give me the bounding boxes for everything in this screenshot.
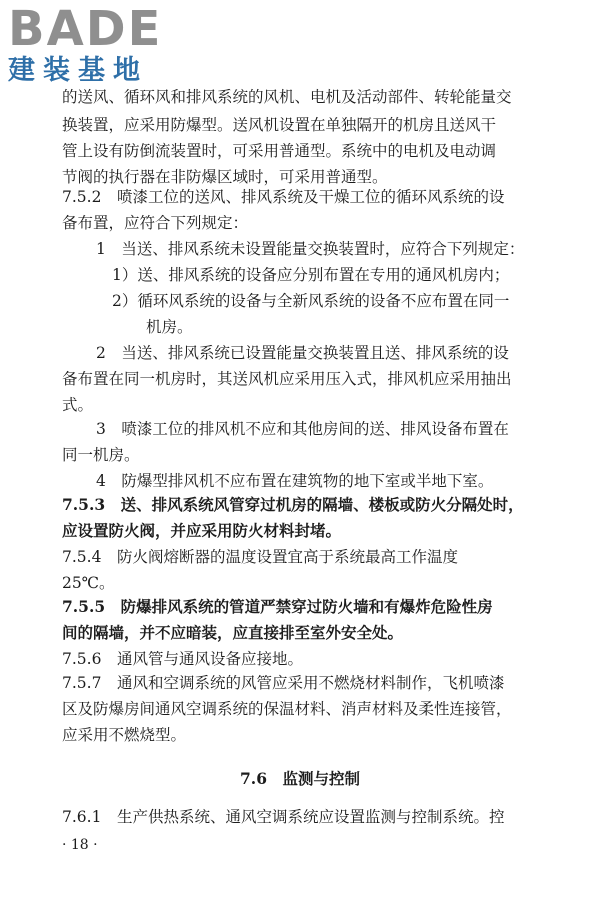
- clause-7-5-7: 7.5.7 通风和空调系统的风管应采用不燃烧材料制作，飞机喷漆: [62, 674, 505, 692]
- text-line: 同一机房。: [62, 446, 140, 464]
- logo: [8, 1, 178, 86]
- clause-7-5-3: 7.5.3 送、排风系统风管穿过机房的隔墙、楼板或防火分隔处时，: [62, 495, 524, 514]
- clause-7-6-1: 7.6.1 生产供热系统、通风空调系统应设置监测与控制系统。控: [62, 808, 505, 826]
- text-line: 的送风、循环风和排风系统的风机、电机及活动部件、转轮能量交: [62, 88, 512, 106]
- text-line: 机房。: [146, 318, 193, 336]
- logo-subtitle: 建装基地: [8, 55, 148, 86]
- sub-item-2: 2）循环风系统的设备与全新风系统的设备不应布置在同一: [112, 292, 510, 310]
- text-line: 备布置在同一机房时，其送风机应采用压入式，排风机应采用抽出: [62, 370, 512, 388]
- clause-7-5-6: 7.5.6 通风管与通风设备应接地。: [62, 650, 303, 668]
- text-line: 间的隔墙，并不应暗装，应直接排至室外安全处。: [62, 623, 404, 642]
- text-line: 应采用不燃烧型。: [62, 726, 187, 744]
- item-1: 1 当送、排风系统未设置能量交换装置时，应符合下列规定：: [96, 240, 525, 258]
- text-line: 区及防爆房间通风空调系统的保温材料、消声材料及柔性连接管，: [62, 700, 512, 718]
- item-3: 3 喷漆工位的排风机不应和其他房间的送、排风设备布置在: [96, 420, 509, 438]
- text-line: 节阀的执行器在非防爆区域时，可采用普通型。: [62, 168, 388, 186]
- text-line: 管上设有防倒流装置时，可采用普通型。系统中的电机及电动调: [62, 142, 497, 160]
- text-line: 应设置防火阀，并应采用防火材料封堵。: [62, 521, 342, 540]
- clause-7-5-4: 7.5.4 防火阀熔断器的温度设置宜高于系统最高工作温度: [62, 548, 458, 566]
- item-4: 4 防爆型排风机不应布置在建筑物的地下室或半地下室。: [96, 472, 494, 490]
- text-line: 25℃。: [62, 574, 115, 592]
- logo-wordmark: BADE: [8, 1, 163, 57]
- clause-7-5-5: 7.5.5 防爆排风系统的管道严禁穿过防火墙和有爆炸危险性房: [62, 597, 493, 616]
- section-heading: 7.6 监测与控制: [240, 769, 360, 788]
- text-line: 式。: [62, 396, 94, 414]
- page-number: · 18 ·: [62, 837, 98, 853]
- sub-item-1: 1）送、排风系统的设备应分别布置在专用的通风机房内；: [112, 266, 510, 284]
- text-line: 换装置，应采用防爆型。送风机设置在单独隔开的机房且送风干: [62, 116, 497, 134]
- item-2: 2 当送、排风系统已设置能量交换装置且送、排风系统的设: [96, 344, 509, 362]
- clause-7-5-2: 7.5.2 喷漆工位的送风、排风系统及干燥工位的循环风系统的设: [62, 188, 505, 206]
- text-line: 备布置，应符合下列规定：: [62, 214, 249, 232]
